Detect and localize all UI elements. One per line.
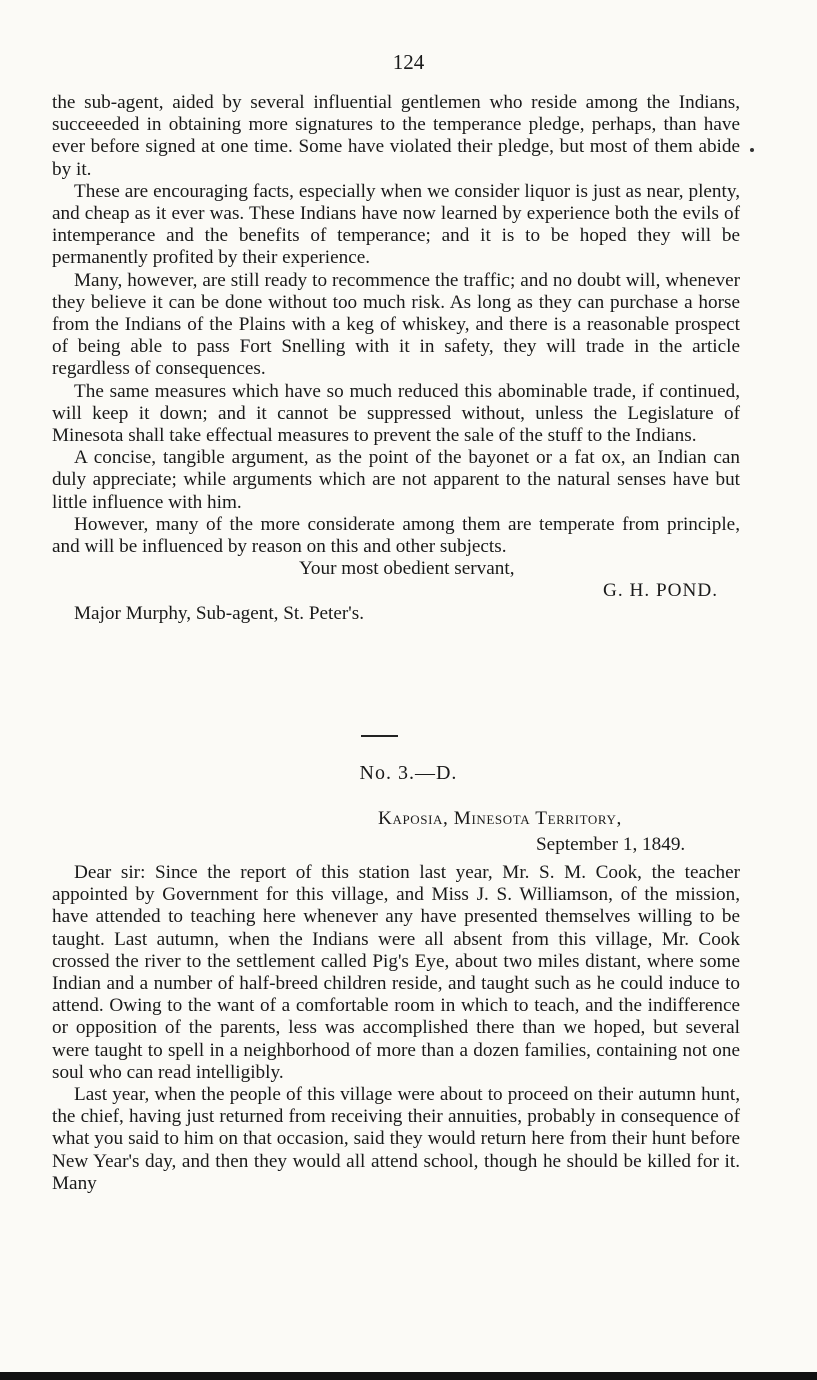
- scan-bottom-edge: [0, 1372, 817, 1380]
- page-number: 124: [392, 50, 425, 74]
- paragraph: A concise, tangible argument, as the point of the bayonet or a fat ox, an Indian can duly appreciate; while arguments which are not apparent to the natural senses have but little influence with him.: [52, 447, 740, 513]
- date-line: September 1, 1849.: [536, 834, 686, 855]
- report-pond-body: [52, 92, 740, 625]
- place-heading: Kaposia, Minesota Territory,: [378, 808, 622, 829]
- addressee: Major Murphy, Sub-agent, St. Peter's.: [74, 602, 364, 624]
- paragraph: The same measures which have so much reduced this abominable trade, if continued, will keep it down; and it cannot be suppressed without, unless the Legislature of Minesota shall take effectual measures to prevent the sale of the stuff to the Indians.: [52, 380, 740, 447]
- paragraph: the sub-agent, aided by several influential gentlemen who reside among the Indians, succeeeded in obtaining more signatures to the temperance pledge, perhaps, than have ever before signed at one time. Some have violated their pledge, but most of them abide by it.: [52, 92, 740, 180]
- paragraph: Many, however, are still ready to recommence the traffic; and no doubt will, whenever they believe it can be done without too much risk. As long as they can purchase a horse from the Indians of the Plains with a keg of whiskey, and there is a reasonable prospect of being able to pass Fort Snelling with it in safety, they will trade in the article regardless of consequences.: [52, 269, 740, 380]
- signature: G. H. POND.: [603, 580, 718, 602]
- paragraph: Last year, when the people of this village were about to proceed on their autumn hunt, the chief, having just returned from receiving their annuities, probably in consequence of what you said to him on that occasion, said they would return here from their hunt before New Year's day, and then they would all attend school, though he should be killed for it. Many: [52, 1084, 740, 1194]
- section-divider: [361, 735, 398, 737]
- ink-mark: [750, 148, 754, 152]
- paragraph: However, many of the more considerate among them are temperate from principle, and will be influenced by reason on this and other subjects.: [52, 513, 740, 558]
- document-number: No. 3.—D.: [359, 762, 458, 784]
- report-kaposia-body: [52, 862, 740, 1195]
- paragraph: These are encouraging facts, especially when we consider liquor is just as near, plenty, and cheap as it ever was. These Indians have now learned by experience both the evils of intemperance and the benefits of temperance; and it is to be hoped they will be permanently profited by their experience.: [52, 180, 740, 269]
- paragraph: Dear sir: Since the report of this station last year, Mr. S. M. Cook, the teacher appointed by Government for this village, and Miss J. S. Williamson, of the mission, have attended to teaching here whenever any have presented themselves willing to be taught. Last autumn, when the Indians were all absent from this village, Mr. Cook crossed the river to the settlement called Pig's Eye, about two miles distant, where some Indian and a number of half-breed children reside, and taught such as he could induce to attend. Owing to the want of a comfortable room in which to teach, and the indifference or opposition of the parents, less was accomplished there than we hoped, but several were taught to spell in a neighborhood of more than a dozen families, containing not one soul who can read intelligibly.: [52, 862, 740, 1083]
- closing-line: Your most obedient servant,: [299, 558, 515, 580]
